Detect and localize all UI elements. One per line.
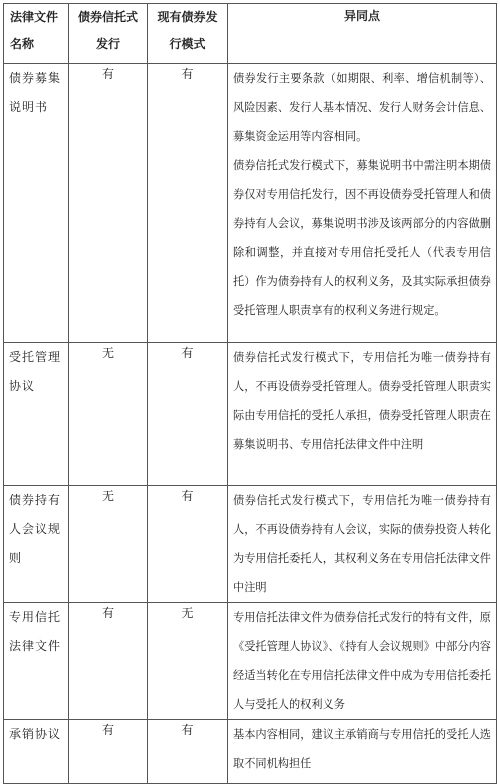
row-document-name: 债券募集说明书 [4,64,69,343]
row-differences [228,486,497,603]
difference-paragraph: 债券信托式发行模式下，专用信托为唯一债券持有人，不再设债券持有人会议，实际的债券投资人转化为专用信托委托人，其权利义务在专用信托法律文件中注明 [233,494,491,594]
row-trust-mark: 有 [69,720,148,784]
row-differences [228,343,497,486]
difference-paragraph: 基本内容相同，建议主承销商与专用信托的受托人选取不同机构担任 [233,728,491,770]
table-row [4,486,497,603]
table-header-row [4,4,497,64]
row-document-name: 承销协议 [4,720,69,784]
row-trust-mark: 无 [69,343,148,486]
row-existing-mark: 无 [148,603,228,720]
row-existing-mark: 有 [148,486,228,603]
row-differences [228,720,497,784]
row-trust-mark: 有 [69,64,148,343]
header-trust-issuance: 债券信托式发行 [69,4,148,64]
table-row [4,343,497,486]
table-row [4,603,497,720]
row-trust-mark: 有 [69,603,148,720]
row-document-name: 债券持有人会议规则 [4,486,69,603]
row-differences [228,603,497,720]
header-differences: 异同点 [228,4,497,64]
table-row [4,64,497,343]
row-document-name: 受托管理协议 [4,343,69,486]
comparison-table [3,3,497,784]
row-document-name: 专用信托法律文件 [4,603,69,720]
row-existing-mark: 有 [148,343,228,486]
row-existing-mark: 有 [148,720,228,784]
difference-paragraph: 债券发行主要条款（如期限、利率、增信机制等）、风险因素、发行人基本情况、发行人财务会计信息、募集资金运用等内容相同。 [233,72,491,143]
row-existing-mark: 有 [148,64,228,343]
row-differences [228,64,497,343]
difference-paragraph: 债券信托式发行模式下，募集说明书中需注明本期债券仅对专用信托发行，因不再设债券受托管理人和债券持有人会议，募集说明书涉及该两部分的内容做删除和调整，并直接对专用信托受托人（代表专用信托）作为债券持有人的权利义务，及其实际承担债券受托管理人职责享有的权利义务进行规定。 [233,159,491,317]
difference-paragraph: 专用信托法律文件为债券信托式发行的特有文件，原《受托管理人协议》、《持有人会议规则》中部分内容经适当转化在专用信托法律文件中成为专用信托委托人与受托人的权利义务 [233,611,491,711]
difference-paragraph: 债券信托式发行模式下，专用信托为唯一债券持有人，不再设债券受托管理人。债券受托管理人职责实际由专用信托的受托人承担，债券受托管理人职责在募集说明书、专用信托法律文件中注明 [233,351,491,451]
row-trust-mark: 无 [69,486,148,603]
header-existing-mode: 现有债券发行模式 [148,4,228,64]
table-row [4,720,497,784]
header-document-name: 法律文件名称 [4,4,69,64]
